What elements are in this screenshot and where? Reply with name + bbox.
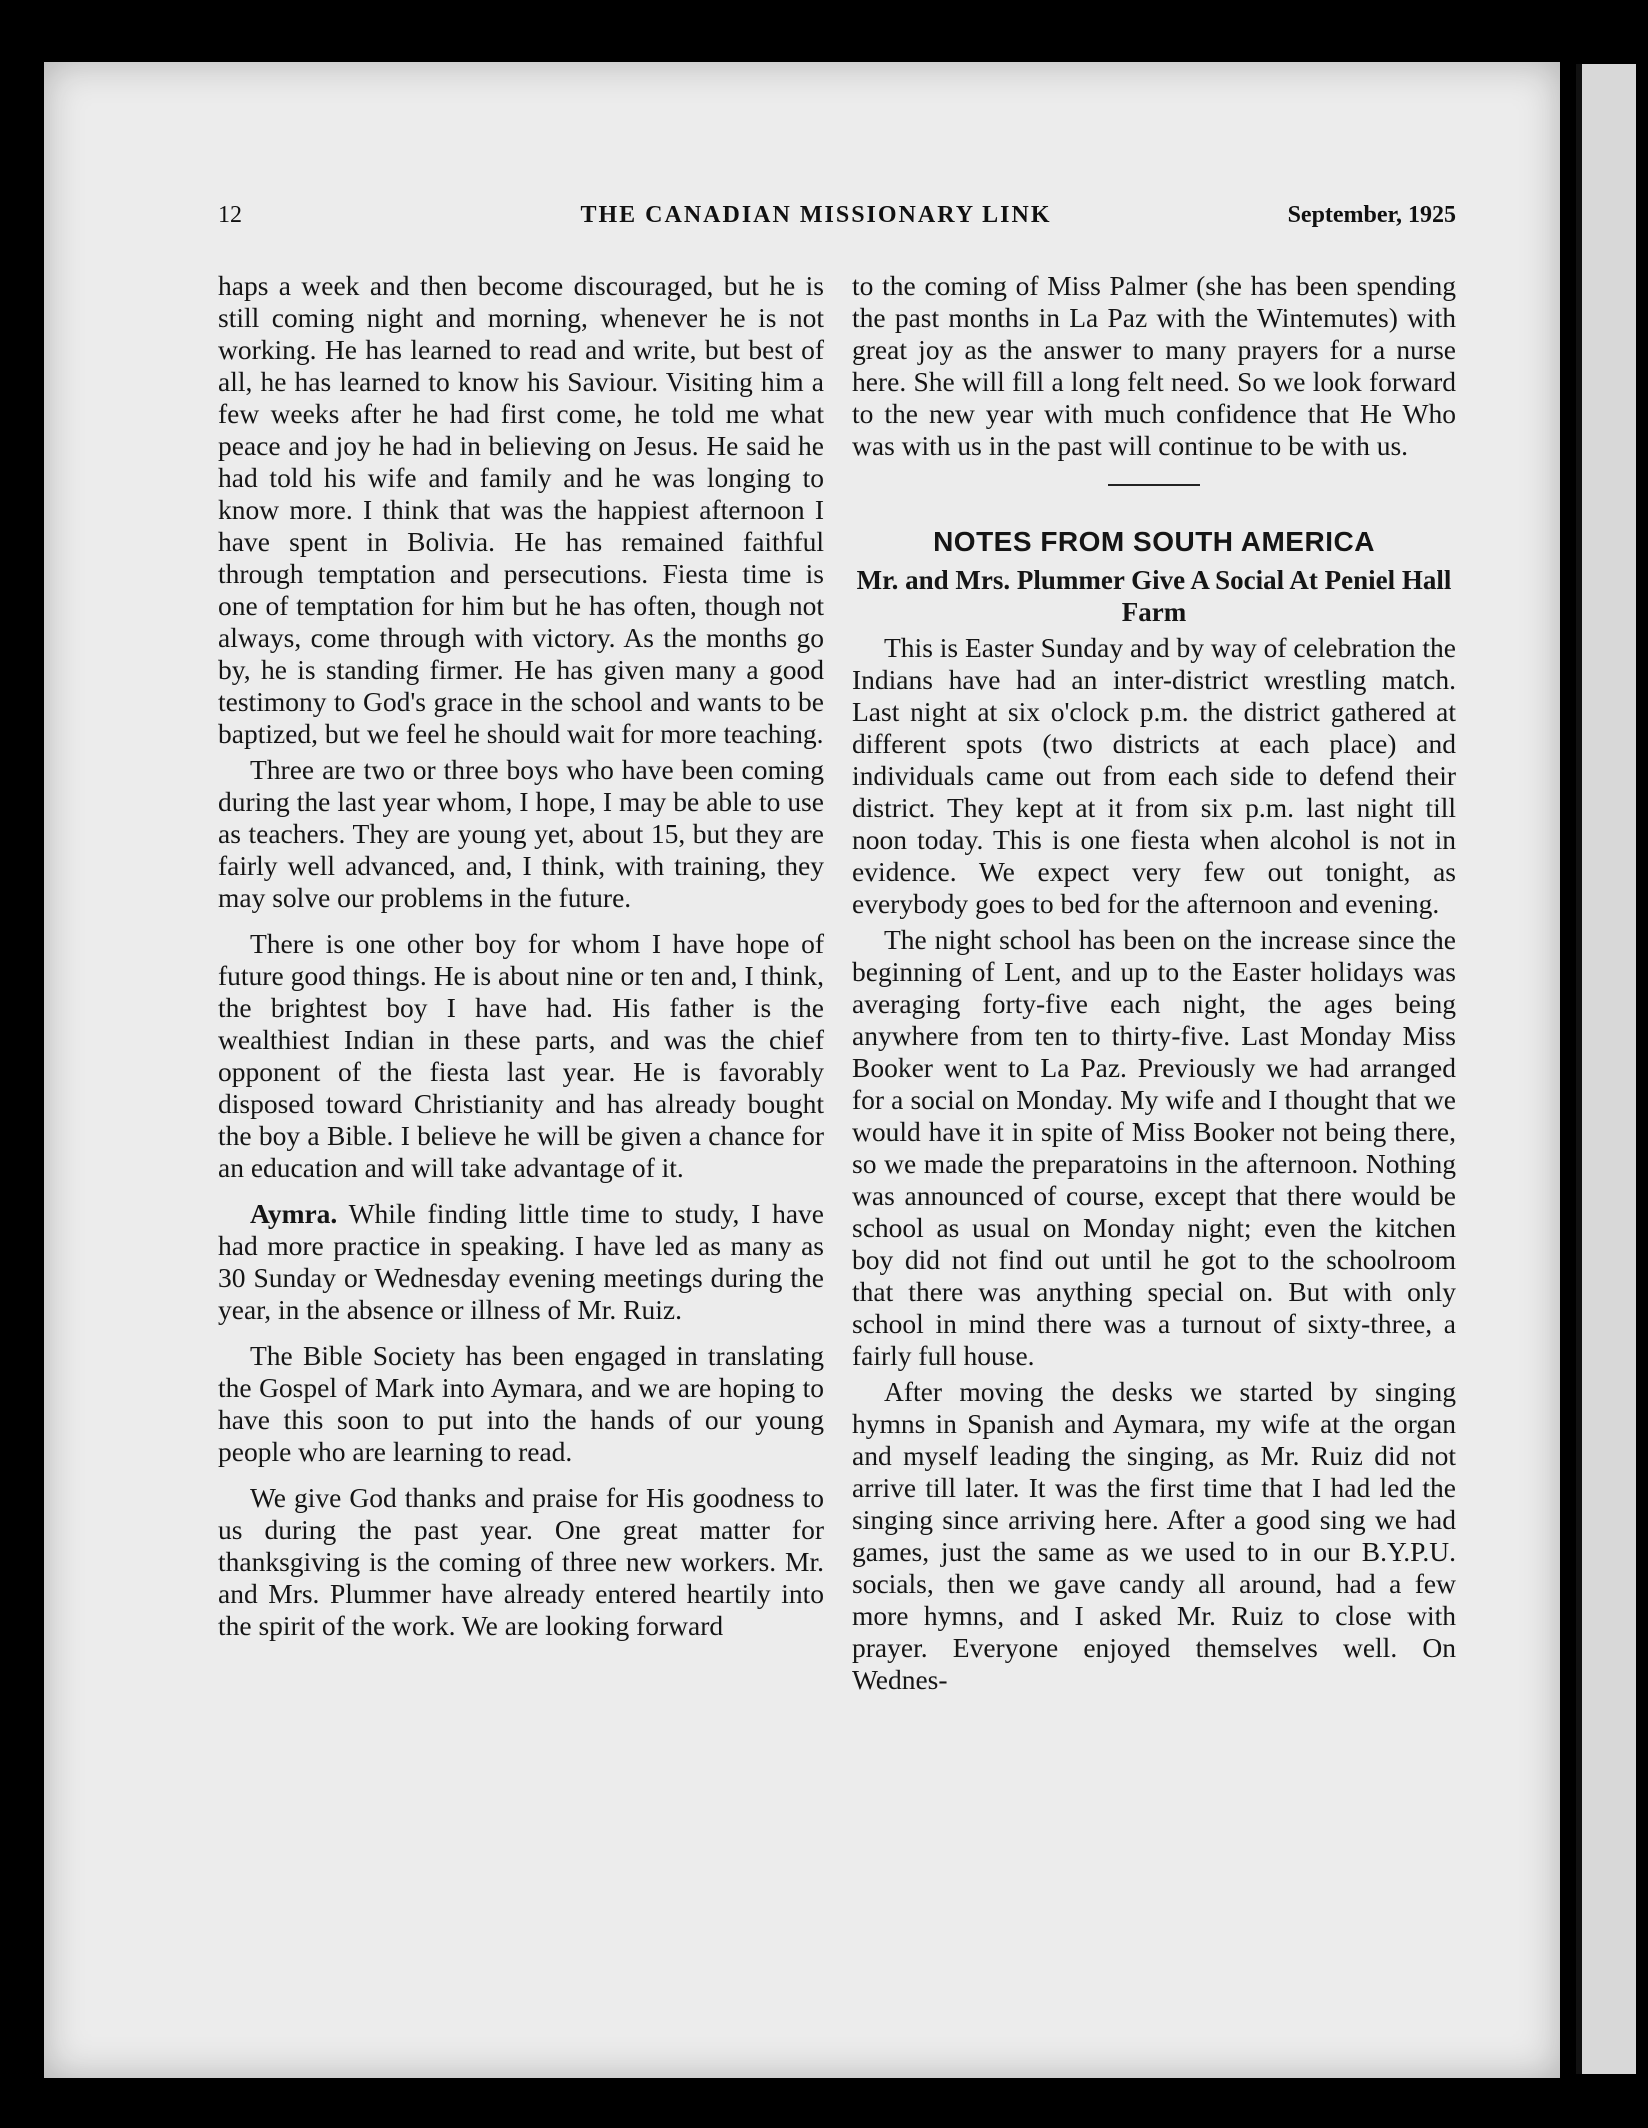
- paragraph: There is one other boy for whom I have hope of future good things. He is about nine or ten and, I think, the brightest boy I have had. His father is the wealthiest Indian in these parts, and was the chief opponent of the fiesta last year. He is favorably disposed toward Christianity and has already bought the boy a Bible. I believe he will be given a chance for an education and will take advantage of it.: [218, 928, 824, 1183]
- paragraph: We give God thanks and praise for His goodness to us during the past year. One great matter for thanksgiving is the coming of three new workers. Mr. and Mrs. Plummer have already entered heartily into the spirit of the work. We are looking forward: [218, 1482, 824, 1641]
- article-subtitle: Mr. and Mrs. Plummer Give A Social At Peniel Hall Farm: [856, 565, 1452, 627]
- paragraph: Three are two or three boys who have been coming during the last year whom, I hope, I may be able to use as teachers. They are young yet, about 15, but they are fairly well advanced, and, I think, with training, they may solve our problems in the future.: [218, 754, 824, 913]
- paragraph-aymra: [218, 1198, 824, 1326]
- paragraph-text: While finding little time to study, I have had more practice in speaking. I have led as many as 30 Sunday or Wednesday evening meetings during the year, in the absence or illness of Mr. Ruiz.: [218, 1198, 824, 1325]
- run-in-heading: Aymra.: [250, 1198, 338, 1229]
- paragraph: After moving the desks we started by singing hymns in Spanish and Aymara, my wife at the organ and myself leading the singing, as Mr. Ruiz did not arrive till later. It was the first time that I had led the singing since arriving here. After a good sing we had games, just the same as we used to in our B.Y.P.U. socials, then we gave candy all around, had a few more hymns, and I asked Mr. Ruiz to close with prayer. Everyone enjoyed themselves well. On Wednes-: [852, 1376, 1456, 1695]
- adjacent-page-edge: [1576, 64, 1636, 2074]
- right-column: [852, 270, 1456, 1710]
- page-number: 12: [218, 202, 242, 228]
- paragraph: The Bible Society has been engaged in translating the Gospel of Mark into Aymara, and we are hoping to have this soon to put into the hands of our young people who are learning to read.: [218, 1340, 824, 1467]
- running-header: [176, 202, 1456, 236]
- publication-title: THE CANADIAN MISSIONARY LINK: [580, 202, 1052, 228]
- issue-date: September, 1925: [1287, 202, 1456, 228]
- paragraph: The night school has been on the increase since the beginning of Lent, and up to the Easter holidays was averaging forty-five each night, the ages being anywhere from ten to thirty-five. Last Monday Miss Booker went to La Paz. Previously we had arranged for a social on Monday. My wife and I thought that we would have it in spite of Miss Booker not being there, so we made the preparatoins in the afternoon. Nothing was announced of course, except that there would be school as usual on Monday night; even the kitchen boy did not find out until he got to the schoolroom that there was anything special on. But with only school in mind there was a turnout of sixty-three, a fairly full house.: [852, 924, 1456, 1371]
- paragraph: to the coming of Miss Palmer (she has been spending the past months in La Paz with the Wintemutes) with great joy as the answer to many prayers for a nurse here. She will fill a long felt need. So we look forward to the new year with much confidence that He Who was with us in the past will continue to be with us.: [852, 270, 1456, 461]
- paragraph: haps a week and then become discouraged, but he is still coming night and morning, whenever he is not working. He has learned to read and write, but best of all, he has learned to know his Saviour. Visiting him a few weeks after he had first come, he told me what peace and joy he had in believing on Jesus. He said he had told his wife and family and he was longing to know more. I think that was the happiest afternoon I have spent in Bolivia. He has remained faithful through temptation and persecutions. Fiesta time is one of temptation for him but he has often, though not always, come through with victory. As the months go by, he is standing firmer. He has given many a good testimony to God's grace in the school and wants to be baptized, but we feel he should wait for more teaching.: [218, 270, 824, 749]
- left-column: [218, 270, 824, 1656]
- paragraph: This is Easter Sunday and by way of celebration the Indians have had an inter-district wrestling match. Last night at six o'clock p.m. the district gathered at different spots (two districts at each place) and individuals came out from each side to defend their district. They kept at it from six p.m. last night till noon today. This is one fiesta when alcohol is not in evidence. We expect very few out tonight, as everybody goes to bed for the afternoon and evening.: [852, 632, 1456, 919]
- section-title: NOTES FROM SOUTH AMERICA: [933, 526, 1375, 557]
- section-divider: [1108, 484, 1200, 486]
